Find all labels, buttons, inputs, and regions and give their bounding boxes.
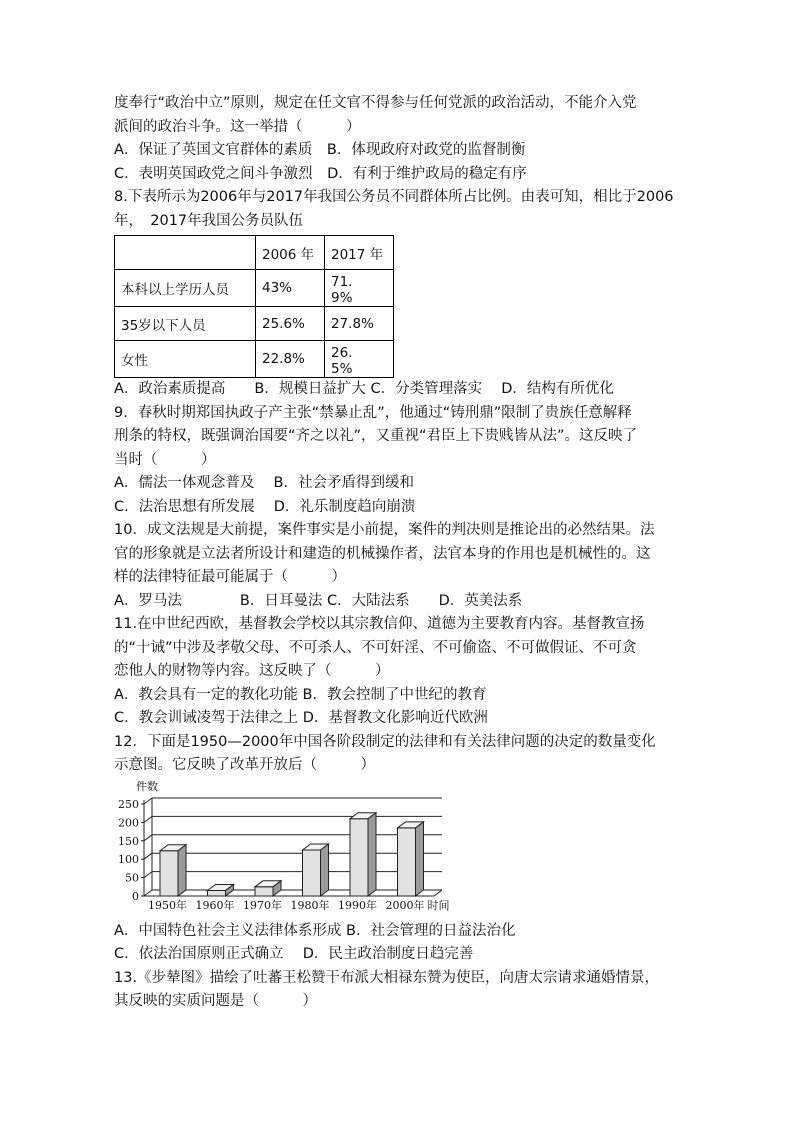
grid-connector [144, 834, 152, 840]
q8-stem-line2: 年， 2017年我国公务员队伍 [114, 212, 304, 229]
q12-stem-line1: 12．下面是1950—2000年中国各阶段制定的法律和有关法律问题的决定的数量变化 [114, 733, 656, 750]
q11-stem-line3: 恋他人的财物等内容。这反映了（ ） [114, 663, 390, 679]
table-row [115, 341, 394, 378]
grid-connector [144, 816, 152, 822]
y-tick-label: 100 [118, 852, 139, 866]
q10-options: A．罗马法 B．日耳曼法 C．大陆法系 D．英美法系 [114, 592, 523, 609]
table-cell: 26. 5% [325, 341, 394, 378]
exam-page [114, 92, 694, 1014]
q10-stem-line2: 官的形象就是立法者所设计和建造的机械操作者，法官本身的作用也是机械性的。这 [114, 545, 651, 562]
grid-connector [144, 890, 152, 896]
q12-options-cd: C．依法治国原则正式确立 D．民主政治制度日趋完善 [114, 946, 474, 962]
grid-connector [144, 853, 152, 859]
grid-connector [144, 871, 152, 877]
q11-stem-line2: 的“十诫”中涉及孝敬父母、不可杀人、不可奸淫、不可偷盗、不可做假证、不可贪 [114, 639, 637, 656]
q9-stem-line1: 9．春秋时期郑国执政子产主张“禁暴止乱”，他通过“铸刑鼎”限制了贵族任意解释 [114, 404, 632, 421]
table-row [115, 307, 394, 341]
q12-stem-line2: 示意图。它反映了改革开放后（ ） [114, 757, 375, 773]
q11-options-cd: C．教会训诫凌驾于法律之上 D．基督教文化影响近代欧洲 [114, 710, 488, 726]
q9-stem-line2: 刑条的特权，既强调治国要“齐之以礼”，又重视“君臣上下贵贱皆从法”。这反映了 [114, 428, 638, 444]
bar-side [368, 812, 376, 895]
q9-options-ab: A．儒法一体观念普及 B．社会矛盾得到缓和 [114, 475, 414, 491]
q7-stem-line1: 度奉行“政治中立”原则，规定在任文官不得参与任何党派的政治活动，不能介入党 [114, 95, 637, 111]
q11-options-ab: A．教会具有一定的教化功能 B．教会控制了中世纪的教育 [114, 686, 487, 703]
bar-front [398, 827, 416, 895]
table-header-cell: 2017 年 [325, 236, 394, 270]
table-cell: 71. 9% [325, 270, 394, 307]
bar [255, 880, 281, 895]
q12-bar-chart [114, 778, 694, 918]
table-header-row [115, 236, 394, 270]
bar-side [178, 844, 186, 895]
table-cell: 25.6% [256, 307, 325, 341]
bar-side [416, 821, 424, 895]
q8-stem-line1: 8.下表所示为2006年与2017年我国公务员不同群体所占比例。由表可知，相比于2006 [114, 189, 674, 205]
table-cell: 27.8% [325, 307, 394, 341]
bar [398, 821, 424, 895]
bar [303, 844, 329, 896]
y-tick-label: 50 [125, 871, 139, 885]
table-cell: 22.8% [256, 341, 325, 378]
q8-table [114, 235, 394, 378]
q10-stem-line3: 样的法律特征最可能属于（ ） [114, 569, 346, 585]
q11-stem-line1: 11.在中世纪西欧，基督教会学校以其宗教信仰、道德为主要教育内容。基督教宣扬 [114, 616, 645, 632]
x-tick-label: 1970年 [243, 898, 282, 912]
bar [350, 812, 376, 895]
y-axis-label: 件数 [136, 779, 158, 793]
bar [208, 884, 234, 896]
table-cell: 43% [256, 270, 325, 307]
q10-stem-line1: 10．成文法规是大前提，案件事实是小前提，案件的判决则是推论出的必然结果。法 [114, 522, 655, 538]
x-tick-label: 1950年 [148, 898, 187, 912]
table-cell: 本科以上学历人员 [115, 270, 256, 307]
q13-stem-line2: 其反映的实质问题是（ ） [114, 993, 317, 1009]
table-header-cell: 2006 年 [256, 236, 325, 270]
q9-options-cd: C．法治思想有所发展 D．礼乐制度趋向崩溃 [114, 498, 416, 515]
q7-stem-line2: 派间的政治斗争。这一举措（ ） [114, 118, 361, 135]
bar-side [321, 844, 329, 896]
table-cell: 35岁以下人员 [115, 307, 256, 341]
x-tick-label: 1960年 [195, 898, 235, 912]
x-tick-label: 1980年 [290, 898, 330, 912]
bar-front [350, 818, 368, 895]
q13-stem-line1: 13.《步辇图》描绘了吐蕃王松赞干布派大相禄东赞为使臣，向唐太宗请求通婚情景， [114, 969, 660, 986]
bar-front [208, 890, 226, 896]
y-tick-label: 150 [118, 834, 139, 848]
bar-front [160, 850, 178, 895]
y-tick-label: 250 [118, 797, 139, 811]
grid-connector [144, 798, 152, 804]
x-tick-label: 1990年 [338, 898, 377, 912]
x-axis-label: 时间 [427, 898, 450, 912]
q7-options-ab: A．保证了英国文官群体的素质 B．体现政府对政党的监督制衡 [114, 142, 526, 158]
y-tick-label: 200 [118, 815, 139, 829]
q8-options: A．政治素质提高 B．规模日益扩大 C．分类管理落实 D．结构有所优化 [114, 381, 614, 397]
table-row [115, 270, 394, 307]
floor-edge [434, 890, 442, 896]
q7-options-cd: C．表明英国政党之间斗争激烈 D．有利于维护政局的稳定有序 [114, 165, 527, 182]
x-tick-label: 2000年 [385, 898, 425, 912]
table-header-cell [115, 236, 256, 270]
bar-chart-svg [114, 778, 454, 918]
table-cell: 女性 [115, 341, 256, 378]
bar [160, 844, 186, 895]
q9-stem-line3: 当时（ ） [114, 451, 216, 468]
y-tick-label: 0 [132, 889, 139, 903]
bar-front [303, 850, 321, 896]
q12-options-ab: A．中国特色社会主义法律体系形成 B．社会管理的日益法治化 [114, 922, 516, 939]
bar-front [255, 886, 273, 895]
